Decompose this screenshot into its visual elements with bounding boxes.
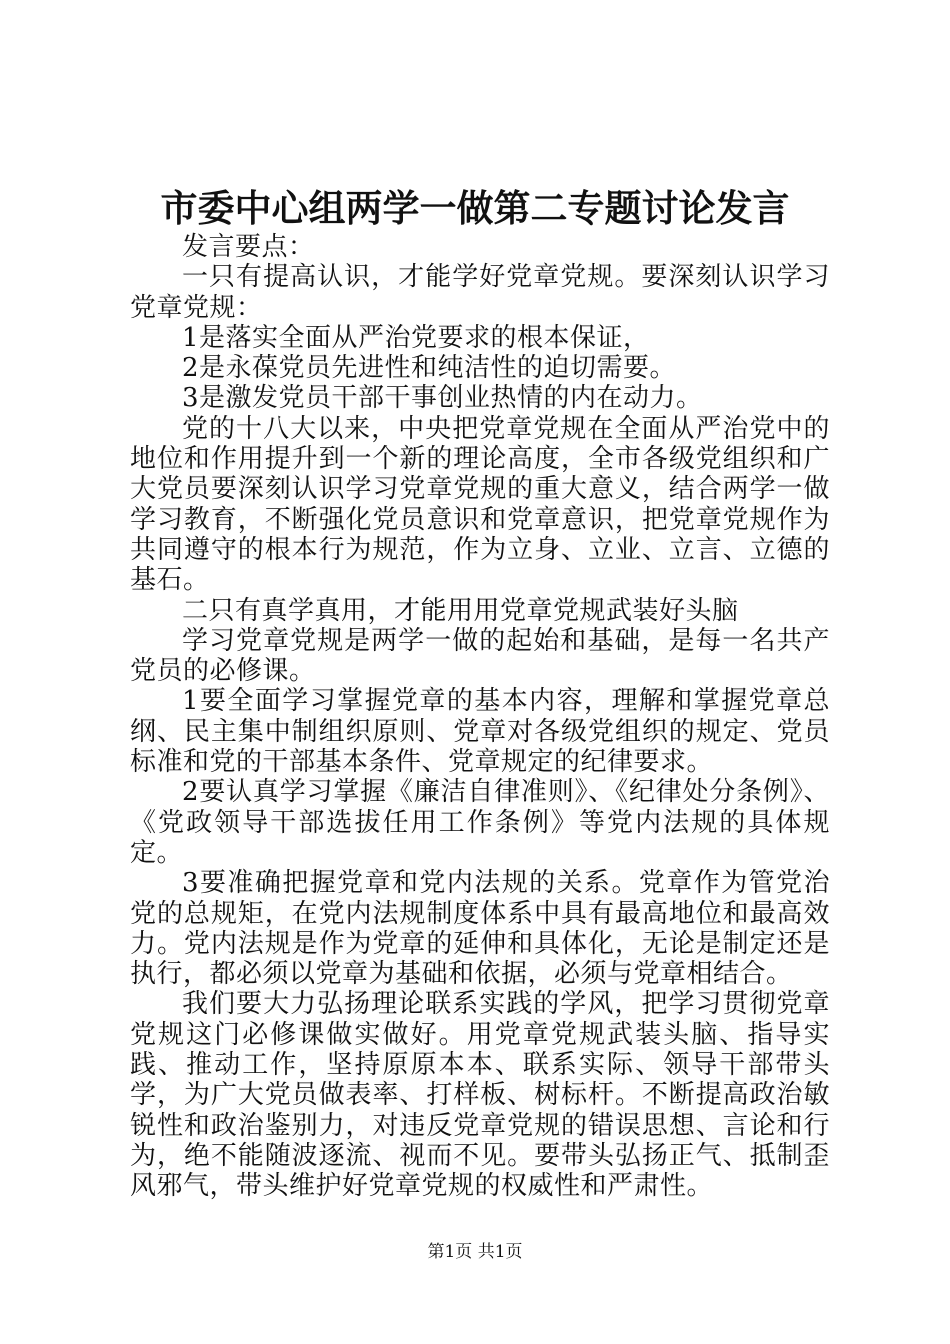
paragraph-speech-points: 发言要点： xyxy=(182,232,315,262)
page-footer: 第1页 共1页 xyxy=(427,1242,523,1262)
paragraph-eighteenth-congress: 党的十八大以来，中央把党章党规在全面从严治党中的地位和作用提升到一个新的理论高度，全市各级党组织和广大党员要深刻认识学习党章党规的重大意义，结合两学一做学习教育，不断强化党员意识和党章意识，把党章党规作为共同遵守的根本行为规范，作为立身、立业、立言、立德的基石。 xyxy=(130,413,830,596)
paragraph-section-one-heading: 一只有提高认识，才能学好党章党规。要深刻认识学习党章党规： xyxy=(130,262,830,323)
paragraph-point-2: 2是永葆党员先进性和纯洁性的迫切需要。 xyxy=(182,353,677,384)
paragraph-point-1: 1是落实全面从严治党要求的根本保证， xyxy=(182,322,650,353)
paragraph-point-3: 3是激发党员干部干事创业热情的内在动力。 xyxy=(182,383,703,414)
paragraph-section-two-heading: 二只有真学真用，才能用用党章党规武装好头脑 xyxy=(182,595,739,626)
document-title: 市委中心组两学一做第二专题讨论发言 xyxy=(160,187,790,230)
paragraph-required-course: 学习党章党规是两学一做的起始和基础，是每一名共产党员的必修课。 xyxy=(130,625,830,687)
paragraph-study-point-1: 1要全面学习掌握党章的基本内容，理解和掌握党章总纲、民主集中制组织原则、党章对各级党组织的规定、党员标准和党的干部基本条件、党章规定的纪律要求。 xyxy=(130,686,830,778)
paragraph-conclusion: 我们要大力弘扬理论联系实践的学风，把学习贯彻党章党规这门必修课做实做好。用党章党规武装头脑、指导实践、推动工作，坚持原原本本、联系实际、领导干部带头学，为广大党员做表率、打样板、树标杆。不断提高政治敏锐性和政治鉴别力，对违反党章党规的错误思想、言论和行为，绝不能随波逐流、视而不见。要带头弘扬正气、抵制歪风邪气，带头维护好党章党规的权威性和严肃性。 xyxy=(130,989,830,1202)
document-body xyxy=(130,232,830,1202)
paragraph-study-point-3: 3要准确把握党章和党内法规的关系。党章作为管党治党的总规矩，在党内法规制度体系中具有最高地位和最高效力。党内法规是作为党章的延伸和具体化，无论是制定还是执行，都必须以党章为基础和依据，必须与党章相结合。 xyxy=(130,868,830,990)
paragraph-study-point-2: 2要认真学习掌握《廉洁自律准则》、《纪律处分条例》、《党政领导干部选拔任用工作条例》等党内法规的具体规定。 xyxy=(130,777,830,868)
